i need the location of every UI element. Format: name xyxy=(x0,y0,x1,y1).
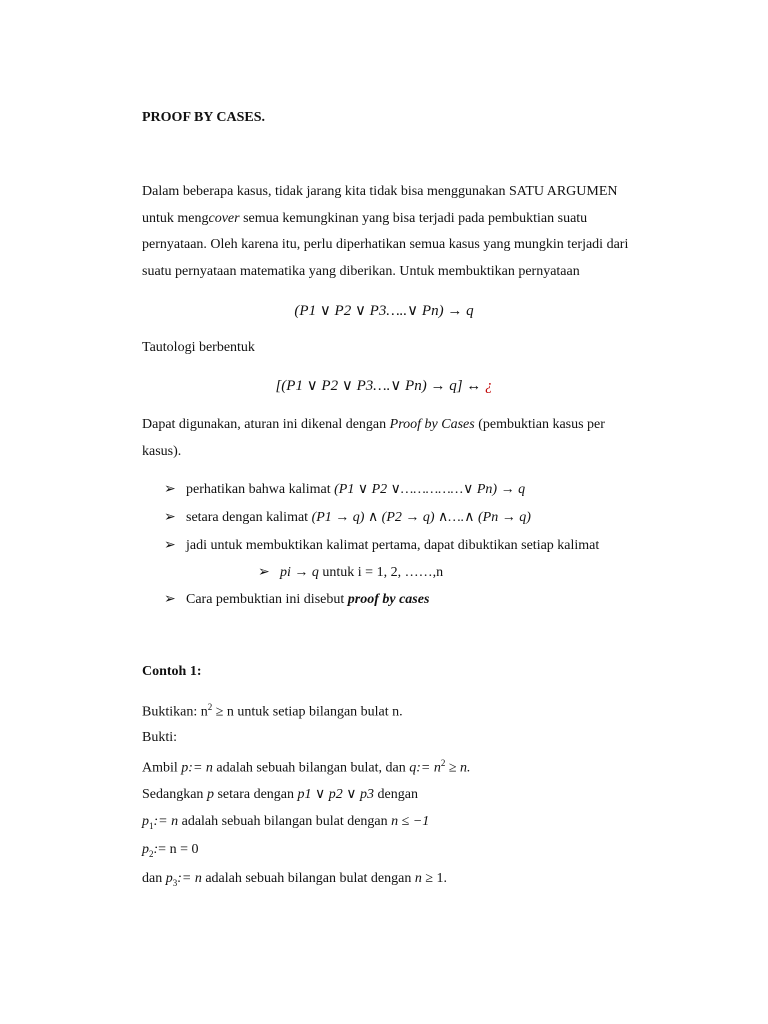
proof-math: p xyxy=(142,842,149,857)
proof-text: Buktikan: n xyxy=(142,704,208,720)
bullet-math: (P1 ∨ P2 ∨……………∨ Pn) → q xyxy=(334,482,526,497)
subscript: 1 xyxy=(149,820,154,831)
proof-math: p xyxy=(206,787,214,802)
formula-implication: (P1 ∨ P2 ∨ P3…..∨ Pn) → q xyxy=(294,303,474,319)
proof-math: : xyxy=(153,842,159,857)
bullet-item-3 xyxy=(164,537,599,554)
bullet-math: (P1 → q) ∧ (P2 → q) ∧….∧ (Pn → q) xyxy=(311,510,531,525)
example-title: Contoh 1: xyxy=(142,664,202,679)
intro-italic: cover xyxy=(208,211,240,226)
proof-text: = n = 0 xyxy=(158,842,199,857)
bullet-text: Cara pembuktian ini disebut xyxy=(186,592,348,607)
superscript: 2 xyxy=(207,702,213,712)
proof-math: p1 ∨ p2 ∨ p3 xyxy=(297,787,375,802)
bullet-text: untuk i = 1, 2, ……,n xyxy=(318,565,444,580)
intro-text: untuk meng xyxy=(142,211,209,226)
superscript: 2 xyxy=(440,758,446,768)
arrowhead-bullet-icon: ➢ xyxy=(164,538,176,553)
proof-line-7 xyxy=(142,871,447,888)
proof-line-5 xyxy=(142,814,429,831)
proof-line-3 xyxy=(142,758,471,777)
bullet-item-2 xyxy=(164,509,531,526)
proof-math: n ≤ −1 xyxy=(391,814,430,829)
bullet-item-1 xyxy=(164,481,525,498)
bullet-subitem xyxy=(258,564,443,581)
proof-math: ≥ n. xyxy=(445,760,471,776)
proof-math: p:= n xyxy=(181,760,213,776)
para2-line-2: kasus). xyxy=(142,444,182,459)
intro-line-1: Dalam beberapa kasus, tidak jarang kita tidak bisa menggunakan SATU ARGUMEN xyxy=(142,184,618,199)
proof-text: ≥ 1. xyxy=(421,871,448,886)
para2-italic: Proof by Cases xyxy=(389,417,475,432)
proof-line-2: Bukti: xyxy=(142,730,178,745)
proof-text: adalah sebuah bilangan bulat dengan xyxy=(178,814,392,829)
para2-line-1 xyxy=(142,417,605,433)
para2-text: Dapat digunakan, aturan ini dikenal dengan xyxy=(142,417,390,432)
arrowhead-bullet-icon: ➢ xyxy=(164,510,176,525)
formula-tautology-main: [(P1 ∨ P2 ∨ P3….∨ Pn) → q] ↔ xyxy=(275,378,486,394)
proof-text: dan xyxy=(142,871,166,886)
intro-line-4: suatu pernyataan matematika yang diberikan. Untuk membuktikan pernyataan xyxy=(142,264,580,279)
proof-math: := n xyxy=(153,814,179,829)
proof-text: Sedangkan xyxy=(142,787,207,802)
subscript: 2 xyxy=(149,848,154,859)
proof-math: p xyxy=(142,814,149,829)
intro-line-3: pernyataan. Oleh karena itu, perlu diperhatikan semua kasus yang mungkin terjadi dari xyxy=(142,237,629,252)
proof-text: adalah sebuah bilangan bulat dengan xyxy=(201,871,415,886)
proof-line-6 xyxy=(142,842,198,859)
arrowhead-bullet-icon: ➢ xyxy=(164,592,176,607)
proof-line-4 xyxy=(142,786,418,803)
proof-text: adalah sebuah bilangan bulat, dan xyxy=(212,760,410,776)
bullet-bold-italic: proof by cases xyxy=(347,592,430,607)
proof-math: n xyxy=(414,871,422,886)
proof-math: p xyxy=(165,871,173,886)
proof-text: ≥ n untuk setiap bilangan bulat n. xyxy=(212,704,403,720)
proof-math: q:= n xyxy=(409,760,441,776)
subscript: 3 xyxy=(172,877,178,888)
bullet-item-4 xyxy=(164,591,429,608)
proof-text: dengan xyxy=(374,787,418,802)
proof-text: setara dengan xyxy=(213,787,298,802)
page-title: PROOF BY CASES. xyxy=(142,110,266,125)
proof-text: Ambil xyxy=(142,760,182,776)
formula-tautology-red-mark: ¿ xyxy=(485,378,493,394)
tautology-label: Tautologi berbentuk xyxy=(142,340,255,355)
bullet-math: pi → q xyxy=(280,565,319,580)
intro-line-2 xyxy=(142,211,587,227)
intro-text: semua kemungkinan yang bisa terjadi pada pembuktian suatu xyxy=(239,211,588,226)
bullet-text: perhatikan bahwa kalimat xyxy=(186,482,335,497)
formula-tautology xyxy=(0,376,768,395)
proof-line-1 xyxy=(142,702,403,721)
arrowhead-bullet-icon: ➢ xyxy=(164,482,176,497)
arrowhead-bullet-icon: ➢ xyxy=(258,565,270,580)
bullet-text: jadi untuk membuktikan kalimat pertama, dapat dibuktikan setiap kalimat xyxy=(186,538,600,553)
bullet-text: setara dengan kalimat xyxy=(186,510,312,525)
proof-math: := n xyxy=(177,871,202,886)
para2-text: (pembuktian kasus per xyxy=(474,417,605,432)
